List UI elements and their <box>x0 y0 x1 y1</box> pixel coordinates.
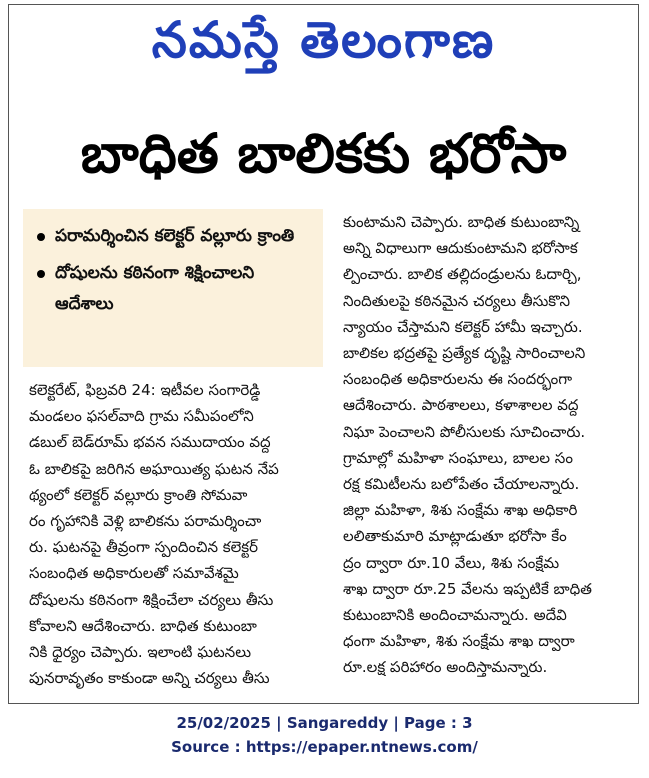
article-line: ధంగా మహిళా, శిశు సంక్షేమ శాఖ ద్వారా <box>343 632 575 651</box>
article-line: నిందితులపై కఠినమైన చర్యలు తీసుకొని <box>343 291 571 310</box>
article-line: పునరావృతం కాకుండా అన్ని చర్యలు తీసు <box>29 669 270 688</box>
article-line: అన్ని విధాలుగా ఆదుకుంటామని భరోసాక <box>343 239 578 258</box>
article-line: గ్రామాల్లో మహిళా సంఘాలు, బాలల సం <box>343 448 573 467</box>
article-line: థ్యంలో కలెక్టర్ వల్లూరు క్రాంతి సోమవా <box>29 485 248 504</box>
clipping-frame <box>8 4 639 704</box>
article-line: బాలికల భద్రతపై ప్రత్యేక దృష్టి సారించాలని <box>343 344 586 363</box>
highlights-box <box>23 209 323 367</box>
highlight-text: పరామర్శించిన కలెక్టర్ వల్లూరు క్రాంతి <box>55 226 295 246</box>
article-column-left <box>29 377 325 691</box>
highlight-item <box>37 221 313 252</box>
article-line: న్యాయం చేస్తామని కలెక్టర్ హామీ ఇచ్చారు. <box>343 317 583 336</box>
article-line: ఓ బాలికపై జరిగిన అఘాయిత్య ఘటన నేప <box>29 459 279 478</box>
clipping-source: Source : https://epaper.ntnews.com/ <box>171 738 478 756</box>
article-line: డబుల్ బెడ్‌రూమ్ భవన సముదాయం వద్ద <box>29 433 271 452</box>
article-line: ద్రం ద్వారా రూ.10 వేలు, శిశు సంక్షేమ <box>343 553 560 572</box>
newspaper-masthead: నమస్తే తెలంగాణ <box>151 11 496 69</box>
bullet-icon <box>37 233 45 241</box>
article-line: కుంటామని చెప్పారు. బాధిత కుటుంబాన్ని <box>343 213 580 231</box>
article-line: లలితాకుమారి మాట్లాడుతూ భరోసా కేం <box>343 527 567 546</box>
article-line: ఆదేశించారు. పాఠశాలలు, కళాశాలల వద్ద <box>343 396 579 415</box>
article-line: కలెక్టరేట్, ఫిబ్రవరి 24: ఇటీవల సంగారెడ్డి <box>29 381 261 399</box>
article-line: కుటుంబానికి అందించామన్నారు. అదేవి <box>343 606 567 625</box>
article-line: రక్ష కమిటీలను బలోపేతం చేయాలన్నారు. <box>343 475 580 494</box>
article-headline: బాధిత బాలికకు భరోసా <box>80 122 567 185</box>
highlight-text: దోషులను కఠినంగా శిక్షించాలని ఆదేశాలు <box>55 263 255 314</box>
article-line: కోవాలని ఆదేశించారు. బాధిత కుటుంబా <box>29 616 257 635</box>
article-line: రూ.లక్ష పరిహారం అందిస్తామన్నారు. <box>343 658 548 677</box>
article-line: శాఖ ద్వారా రూ.25 వేలను ఇప్పటికే బాధిత <box>343 579 592 598</box>
article-line: సంబంధిత అధికారులను ఈ సందర్భంగా <box>343 370 573 389</box>
bullet-icon <box>37 270 45 278</box>
article-line: ల్పించారు. బాలిక తల్లిదండ్రులను ఓదార్చి, <box>343 265 582 284</box>
article-line: నికి ధైర్యం చెప్పారు. ఇలాంటి ఘటనలు <box>29 643 252 662</box>
article-line: సంబంధిత అధికారులతో సమావేశమై <box>29 564 239 583</box>
article-line: రు. ఘటనపై తీవ్రంగా స్పందించిన కలెక్టర్ <box>29 538 258 557</box>
article-line: రం గృహానికి వెళ్లి బాలికను పరామర్శించా <box>29 512 262 531</box>
article-line: దోషులను కఠినంగా శిక్షించేలా చర్యలు తీసు <box>29 590 274 609</box>
article-line: మండలం ఫసల్‌వాది గ్రామ సమీపంలోని <box>29 407 254 426</box>
article-line: జిల్లా మహిళా, శిశు సంక్షేమ శాఖ అధికారి <box>343 501 578 520</box>
article-column-right <box>343 209 639 681</box>
article-line: నిఘా పెంచాలని పోలీసులకు సూచించారు. <box>343 422 586 441</box>
highlight-item <box>37 258 313 320</box>
clipping-meta: 25/02/2025 | Sangareddy | Page : 3 <box>176 714 473 732</box>
